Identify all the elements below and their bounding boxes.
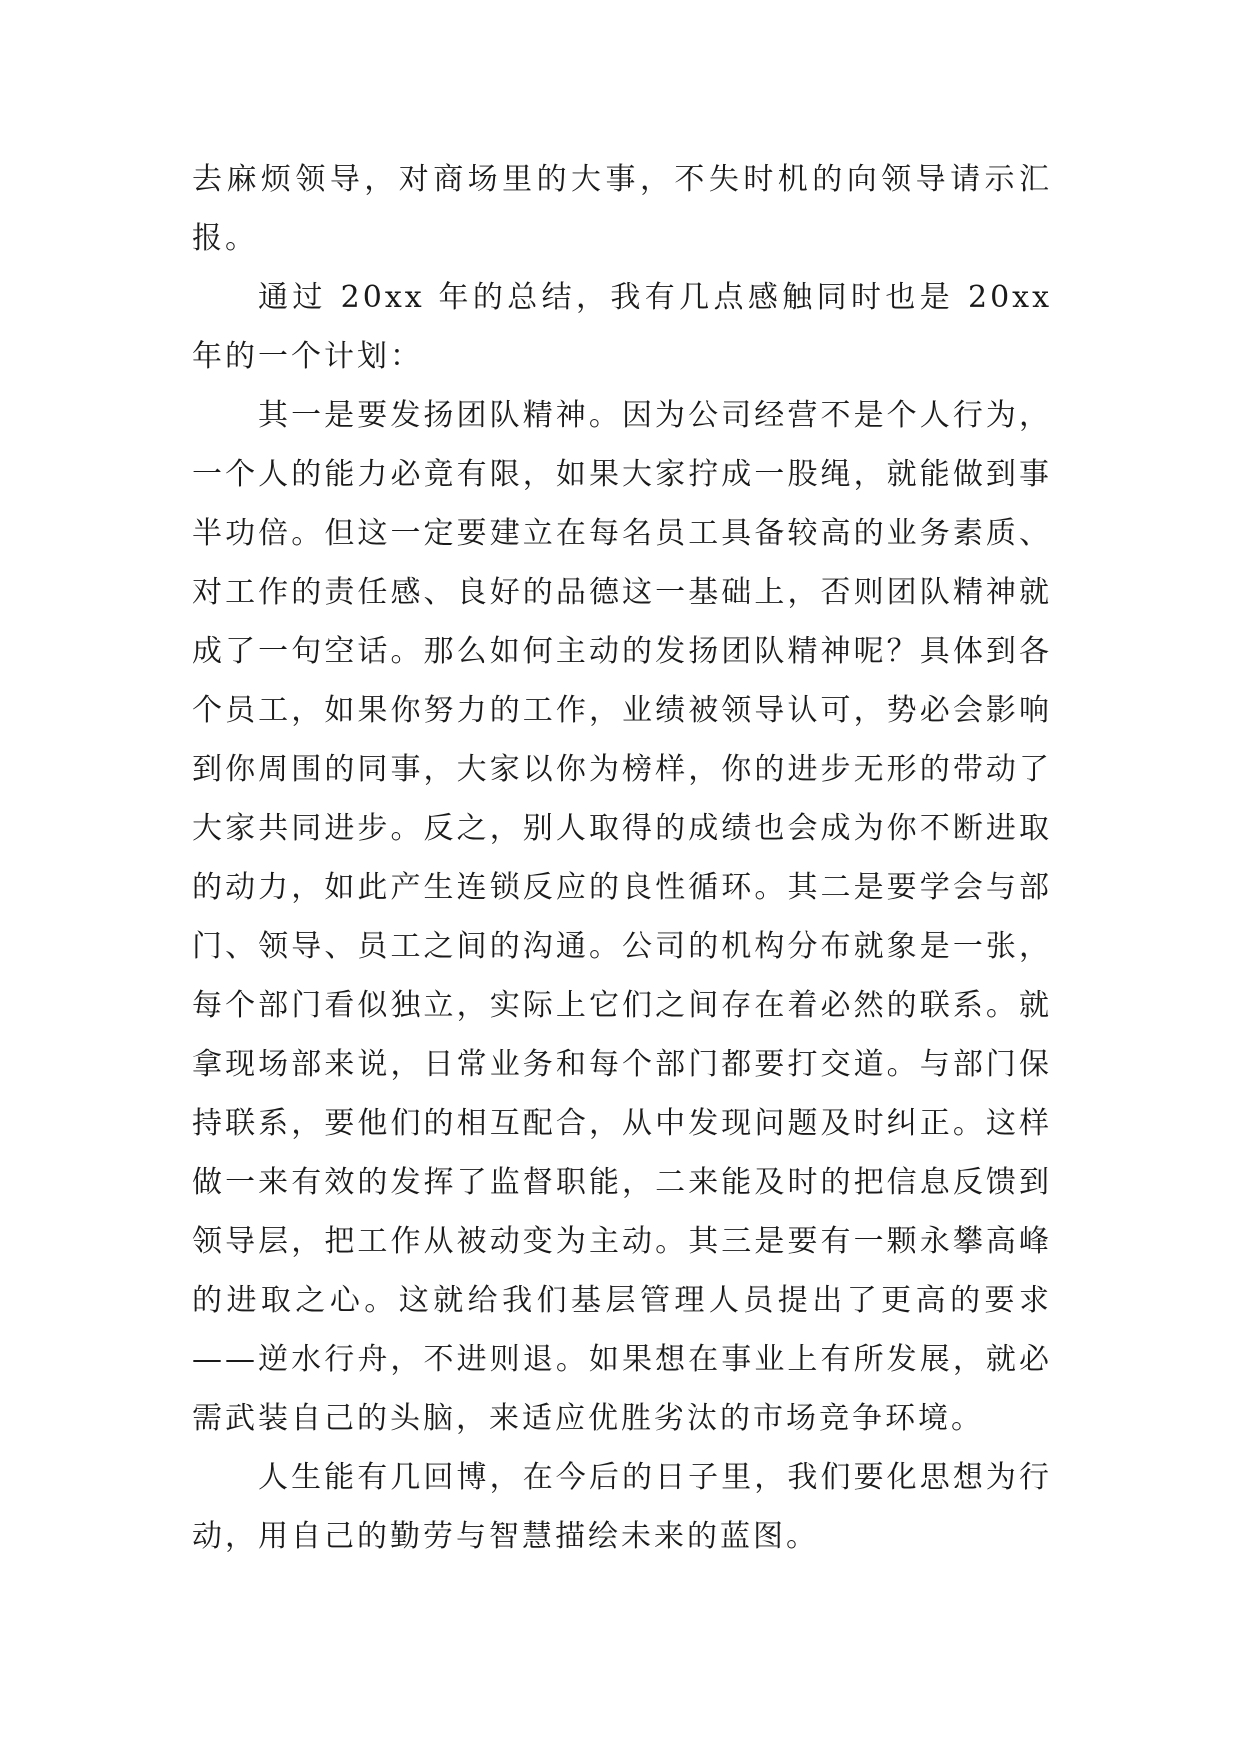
document-body (192, 150, 1052, 1566)
paragraph-continuation: 去麻烦领导，对商场里的大事，不失时机的向领导请示汇报。 (192, 162, 1052, 256)
paragraph-summary-intro: 通过 20xx 年的总结，我有几点感触同时也是 20xx 年的一个计划： (192, 280, 1052, 374)
paragraph-plan-points: 其一是要发扬团队精神。因为公司经营不是个人行为，一个人的能力必竟有限，如果大家拧成一股绳，就能做到事半功倍。但这一定要建立在每名员工具备较高的业务素质、对工作的责任感、良好的品德这一基础上，否则团队精神就成了一句空话。那么如何主动的发扬团队精神呢？具体到各个员工，如果你努力的工作，业绩被领导认可，势必会影响到你周围的同事，大家以你为榜样，你的进步无形的带动了大家共同进步。反之，别人取得的成绩也会成为你不断进取的动力，如此产生连锁反应的良性循环。其二是要学会与部门、领导、员工之间的沟通。公司的机构分布就象是一张，每个部门看似独立，实际上它们之间存在着必然的联系。就拿现场部来说，日常业务和每个部门都要打交道。与部门保持联系，要他们的相互配合，从中发现问题及时纠正。这样做一来有效的发挥了监督职能，二来能及时的把信息反馈到领导层，把工作从被动变为主动。其三是要有一颗永攀高峰的进取之心。这就给我们基层管理人员提出了更高的要求——逆水行舟，不进则退。如果想在事业上有所发展，就必需武装自己的头脑，来适应优胜劣汰的市场竞争环境。 (192, 398, 1052, 1436)
paragraph-closing: 人生能有几回博，在今后的日子里，我们要化思想为行动，用自己的勤劳与智慧描绘未来的蓝图。 (192, 1460, 1052, 1554)
